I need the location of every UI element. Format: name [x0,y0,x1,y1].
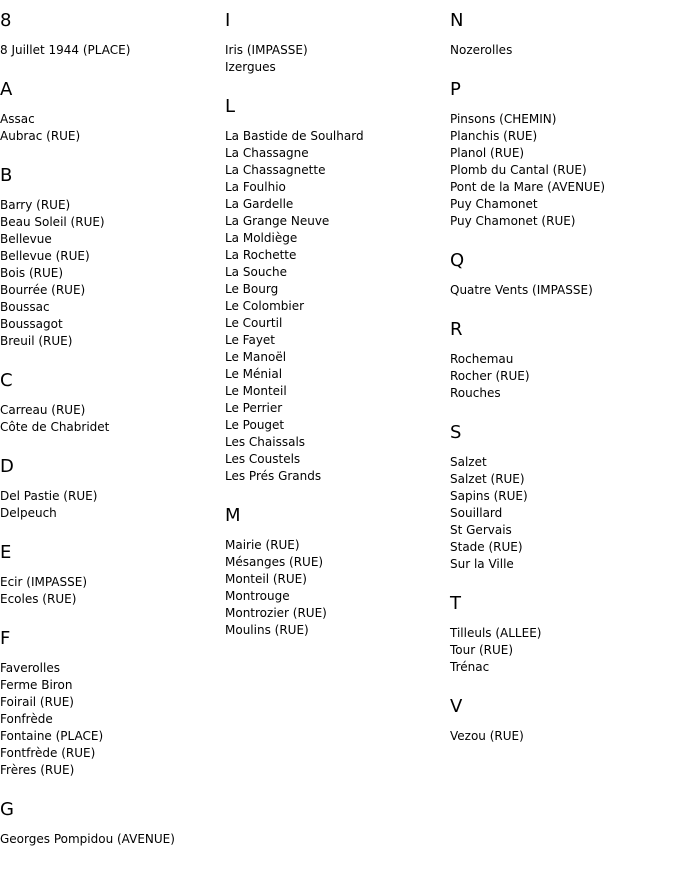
street-name: Moulins (RUE) [225,623,309,637]
street-name: Vezou (RUE) [450,729,524,743]
street-name: Le Ménial [225,367,283,381]
street-name: Mairie (RUE) [225,538,300,552]
street-name: Assac [0,112,35,126]
street-name: La Grange Neuve [225,214,330,228]
street-name: Le Manoël [225,350,287,364]
street-name: Le Fayet [225,333,276,347]
street-name: Les Prés Grands [225,469,322,483]
street-name: Rocher (RUE) [450,369,530,383]
street-name: Puy Chamonet (RUE) [450,214,576,228]
letter-section [450,10,670,59]
letter-section [450,593,670,676]
section-letter-heading: F [0,628,11,649]
section-letter-heading: M [225,505,241,526]
letter-section [0,542,220,608]
street-name: Puy Chamonet [450,197,538,211]
street-name: Le Courtil [225,316,283,330]
street-name: Le Monteil [225,384,287,398]
street-name: Montrozier (RUE) [225,606,327,620]
letter-section [450,79,670,230]
street-name: Nozerolles [450,43,513,57]
street-name: Ecir (IMPASSE) [0,575,88,589]
section-letter-heading: G [0,799,14,820]
street-name: Tour (RUE) [450,643,514,657]
street-name: Bois (RUE) [0,266,64,280]
street-name: La Rochette [225,248,297,262]
street-name: Sur la Ville [450,557,514,571]
street-name: Pinsons (CHEMIN) [450,112,557,126]
street-name: Rouches [450,386,501,400]
street-name: Les Coustels [225,452,301,466]
letter-section [225,96,445,485]
street-name: Iris (IMPASSE) [225,43,308,57]
street-name: Pont de la Mare (AVENUE) [450,180,606,194]
section-letter-heading: T [450,593,461,614]
street-name: Rochemau [450,352,514,366]
street-name: Ferme Biron [0,678,73,692]
section-letter-heading: S [450,422,462,443]
street-name: Carreau (RUE) [0,403,86,417]
section-letter-heading: B [0,165,13,186]
section-letter-heading: N [450,10,464,31]
street-name: Planol (RUE) [450,146,525,160]
section-letter-heading: D [0,456,14,477]
section-letter-heading: C [0,370,13,391]
street-name: Barry (RUE) [0,198,71,212]
letter-section [0,165,220,350]
street-name: Izergues [225,60,276,74]
street-name: Le Colombier [225,299,305,313]
street-name: Del Pastie (RUE) [0,489,98,503]
street-name: 8 Juillet 1944 (PLACE) [0,43,131,57]
section-letter-heading: P [450,79,461,100]
section-letter-heading: R [450,319,463,340]
letter-section [0,628,220,779]
street-name: Le Pouget [225,418,285,432]
street-name: La Foulhio [225,180,286,194]
street-name: Sapins (RUE) [450,489,528,503]
section-letter-heading: A [0,79,13,100]
street-name: Bourrée (RUE) [0,283,86,297]
section-letter-heading: Q [450,250,465,271]
street-name: Monteil (RUE) [225,572,307,586]
letter-section [225,505,445,639]
street-name: Fontfrède (RUE) [0,746,96,760]
street-name: Souillard [450,506,503,520]
street-name: Mésanges (RUE) [225,555,324,569]
index-column [225,10,445,659]
letter-section [450,250,670,299]
street-name: Ecoles (RUE) [0,592,77,606]
street-name: Breuil (RUE) [0,334,73,348]
street-name: La Chassagne [225,146,309,160]
letter-section [0,10,220,59]
street-name: Frères (RUE) [0,763,75,777]
letter-section [0,799,220,848]
letter-section [225,10,445,76]
section-letter-heading: E [0,542,12,563]
street-name: Aubrac (RUE) [0,129,81,143]
street-name: Le Perrier [225,401,283,415]
index-column [450,10,670,765]
street-name: Salzet (RUE) [450,472,525,486]
letter-section [0,456,220,522]
street-name: Boussac [0,300,50,314]
section-letter-heading: I [225,10,231,31]
street-name: Stade (RUE) [450,540,523,554]
street-name: La Souche [225,265,288,279]
street-name: La Bastide de Soulhard [225,129,364,143]
letter-section [450,319,670,402]
street-name: Les Chaissals [225,435,306,449]
street-name: Salzet [450,455,487,469]
street-name: Planchis (RUE) [450,129,538,143]
street-name: Quatre Vents (IMPASSE) [450,283,593,297]
street-name: Beau Soleil (RUE) [0,215,105,229]
street-name: Côte de Chabridet [0,420,110,434]
section-letter-heading: L [225,96,236,117]
letter-section [0,370,220,436]
street-name: Fontaine (PLACE) [0,729,104,743]
street-name: Bellevue [0,232,52,246]
section-letter-heading: V [450,696,463,717]
section-letter-heading: 8 [0,10,12,31]
street-name: La Chassagnette [225,163,326,177]
street-name: Le Bourg [225,282,279,296]
street-name: Fonfrède [0,712,53,726]
street-name: Trénac [450,660,490,674]
street-name: Georges Pompidou (AVENUE) [0,832,175,846]
street-name: St Gervais [450,523,512,537]
street-name: Tilleuls (ALLEE) [450,626,542,640]
street-name: Foirail (RUE) [0,695,74,709]
letter-section [450,696,670,745]
street-name: Delpeuch [0,506,57,520]
street-name: La Gardelle [225,197,294,211]
street-name: Boussagot [0,317,63,331]
street-name: La Moldiège [225,231,298,245]
index-column [0,10,220,868]
letter-section [0,79,220,145]
street-name: Faverolles [0,661,60,675]
street-name: Montrouge [225,589,290,603]
letter-section [450,422,670,573]
street-name: Bellevue (RUE) [0,249,90,263]
street-name: Plomb du Cantal (RUE) [450,163,587,177]
